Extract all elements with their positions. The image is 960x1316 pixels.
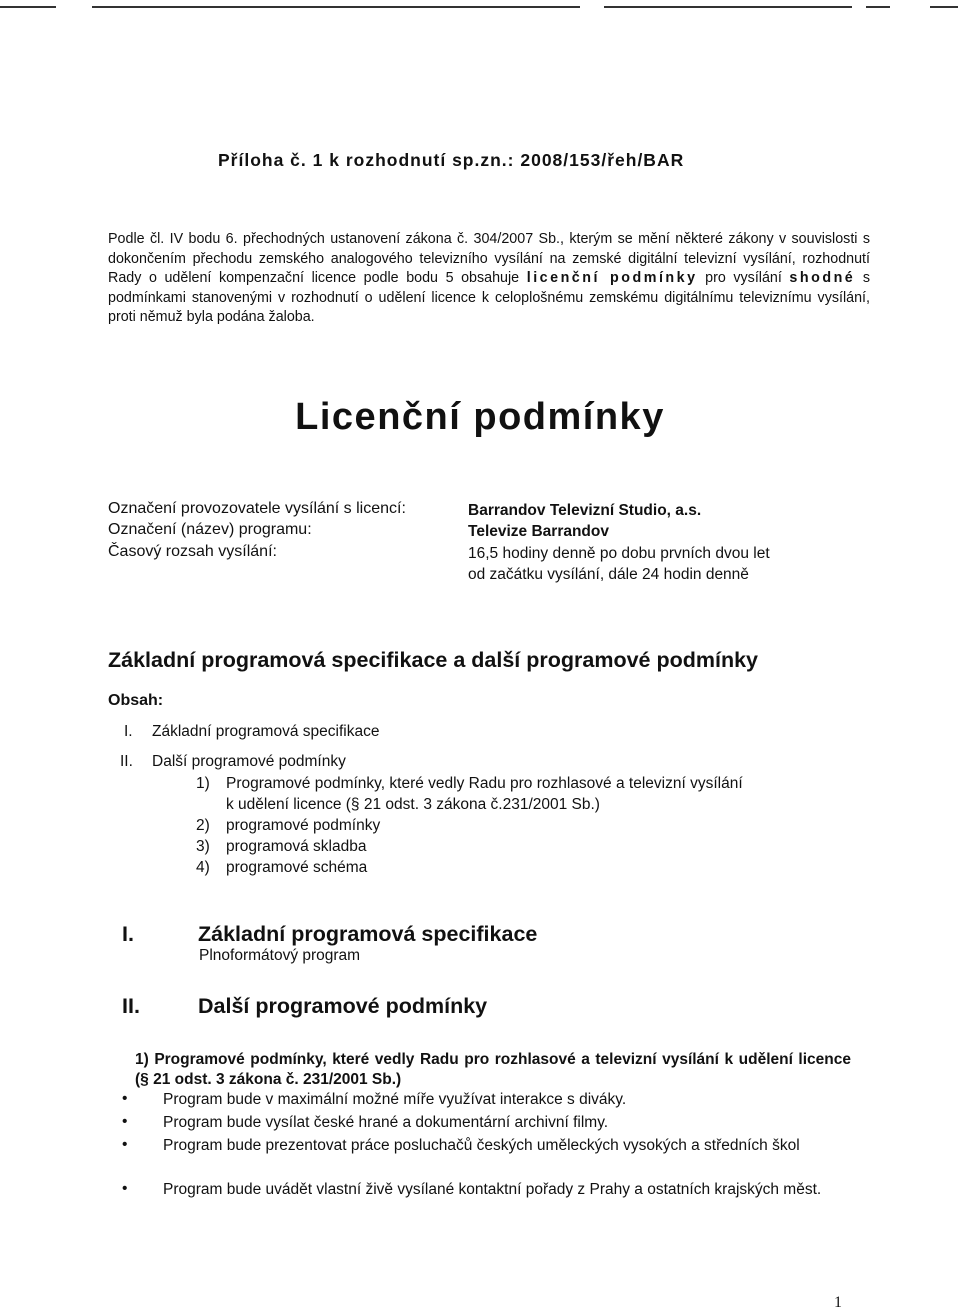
section1-num: I. xyxy=(122,922,134,946)
toc-item2-text: Další programové podmínky xyxy=(152,753,346,770)
contents-label: Obsah: xyxy=(108,692,164,709)
scope-label: Časový rozsah vysílání: xyxy=(108,543,277,560)
scope-value-line1: 16,5 hodiny denně po dobu prvních dvou let xyxy=(468,545,770,562)
bullet-3: • xyxy=(122,1136,128,1153)
toc-sub1-line2: k udělení licence (§ 21 odst. 3 zákona č.231/2001 Sb.) xyxy=(226,796,600,813)
section1-title: Základní programová specifikace xyxy=(198,922,538,946)
toc-sub1-num: 1) xyxy=(196,775,210,792)
spec-heading: Základní programová specifikace a další programové podmínky xyxy=(108,648,758,672)
section1-subtitle: Plnoformátový program xyxy=(199,947,361,964)
toc-sub1-line1: Programové podmínky, které vedly Radu pro rozhlasové a televizní vysílání xyxy=(226,775,743,792)
operator-label: Označení provozovatele vysílání s licencí: xyxy=(108,500,406,517)
section2-num: II. xyxy=(122,994,140,1018)
top-rule-5 xyxy=(930,6,958,8)
toc-sub4-text: programové schéma xyxy=(226,859,368,876)
condition-item-2: Program bude vysílat české hrané a dokumentární archivní filmy. xyxy=(163,1114,609,1131)
conditions-title: 1) Programové podmínky, které vedly Radu pro rozhlasové a televizní vysílání k udělení licence (§ 21 odst. 3 zákona č. 231/2001 Sb.) xyxy=(135,1051,851,1088)
intro-text-before: Podle čl. IV bodu 6. přechodných ustanovení zákona č. 304/2007 Sb., kterým se mění některé zákony v souvislosti s dokončením přechodu zemského analogového televizního vysílání na zemské digitální televizní vysílání, rozhodnutí Rady o udělení kompenzační licence podle bodu 5 obsahuje xyxy=(108,231,870,286)
toc-item1-text: Základní programová specifikace xyxy=(152,723,380,740)
program-value: Televize Barrandov xyxy=(468,523,609,540)
operator-value: Barrandov Televizní Studio, a.s. xyxy=(468,502,702,519)
intro-emphasis-same: shodné xyxy=(789,270,856,286)
condition-item-4: Program bude uvádět vlastní živě vysílané kontaktní pořady z Prahy a ostatních krajských měst. xyxy=(163,1181,822,1198)
intro-text-middle: pro vysílání xyxy=(697,270,790,286)
intro-text-after: s podmínkami stanovenými v rozhodnutí o udělení licence k celoplošnému zemskému digitálnímu televiznímu vysílání, proti němuž byla podána žaloba. xyxy=(108,270,870,325)
scope-value-line2: od začátku vysílání, dále 24 hodin denně xyxy=(468,566,749,583)
toc-sub2-num: 2) xyxy=(196,817,210,834)
bullet-2: • xyxy=(122,1113,128,1130)
section2-title: Další programové podmínky xyxy=(198,994,488,1018)
toc-sub2-text: programové podmínky xyxy=(226,817,381,834)
top-rule-4 xyxy=(866,6,890,8)
top-rule-2 xyxy=(92,6,580,8)
top-rule-1 xyxy=(0,6,56,8)
header-title: Příloha č. 1 k rozhodnutí sp.zn.: 2008/153/řeh/BAR xyxy=(218,150,685,170)
page-number: 1 xyxy=(834,1294,842,1311)
toc-sub3-text: programová skladba xyxy=(226,838,367,855)
toc-sub4-num: 4) xyxy=(196,859,210,876)
toc-sub3-num: 3) xyxy=(196,838,210,855)
intro-paragraph xyxy=(108,230,870,328)
toc-item1-num: I. xyxy=(124,723,133,740)
condition-item-3: Program bude prezentovat práce posluchačů českých uměleckých vysokých a středních škol xyxy=(163,1137,800,1154)
top-rule-3 xyxy=(604,6,852,8)
main-title: Licenční podmínky xyxy=(295,396,665,438)
bullet-4: • xyxy=(122,1180,128,1197)
toc-item2-num: II. xyxy=(120,753,133,770)
bullet-1: • xyxy=(122,1090,128,1107)
condition-item-1: Program bude v maximální možné míře využívat interakce s diváky. xyxy=(163,1091,627,1108)
intro-emphasis-licence: licenční podmínky xyxy=(526,270,698,286)
program-label: Označení (název) programu: xyxy=(108,521,312,538)
